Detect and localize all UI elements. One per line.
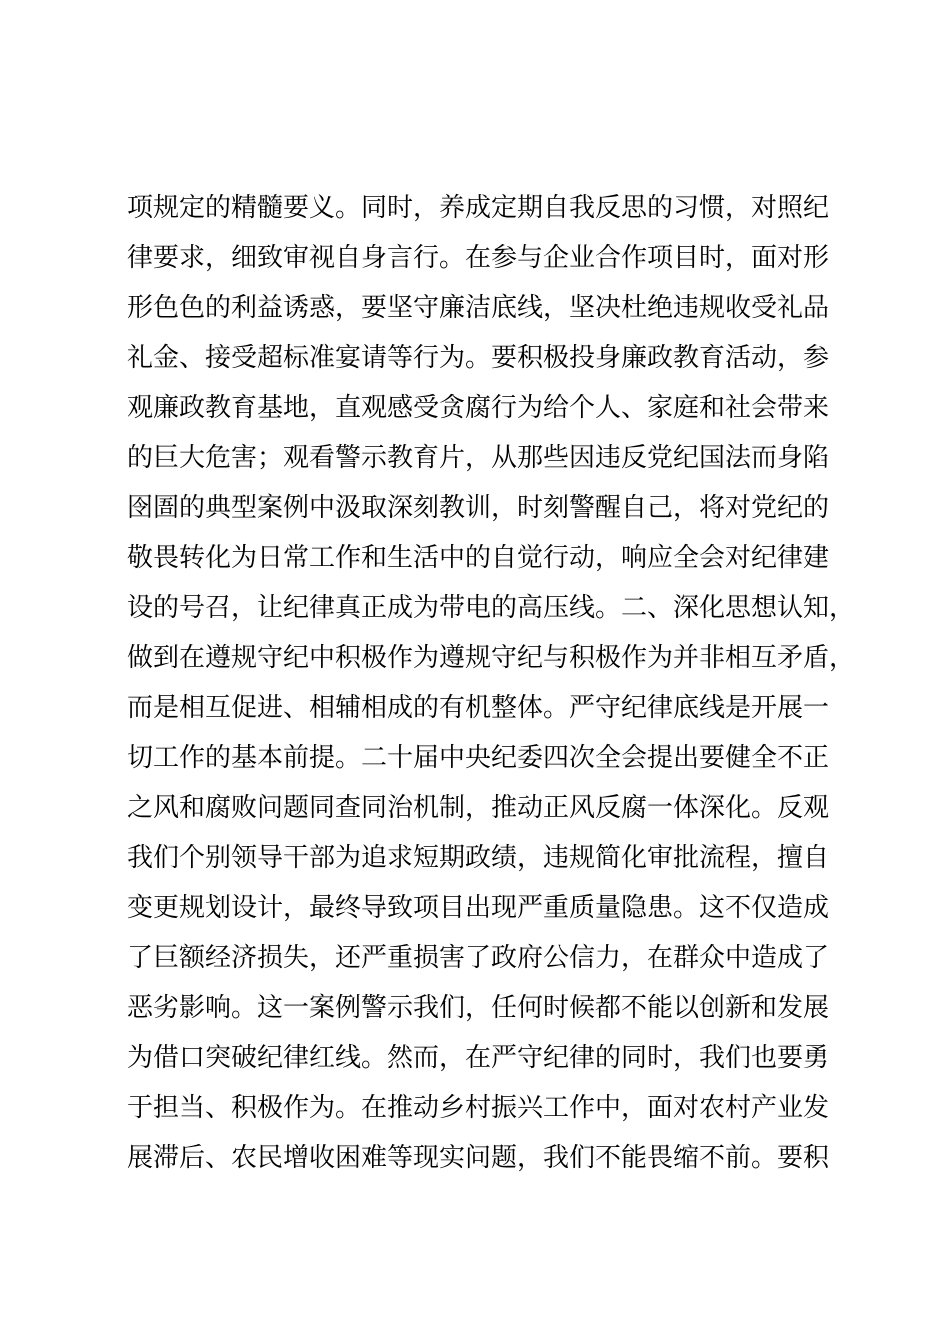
text-line: 而是相互促进、相辅相成的有机整体。严守纪律底线是开展一: [127, 693, 830, 723]
text-line: 之风和腐败问题同查同治机制，推动正风反腐一体深化。反观: [127, 793, 830, 823]
text-line: 形色色的利益诱惑，要坚守廉洁底线，坚决杜绝违规收受礼品: [127, 293, 830, 323]
text-line: 变更规划设计，最终导致项目出现严重质量隐患。这不仅造成: [127, 893, 830, 923]
text-line: 观廉政教育基地，直观感受贪腐行为给个人、家庭和社会带来: [127, 393, 830, 423]
text-line: 于担当、积极作为。在推动乡村振兴工作中，面对农村产业发: [127, 1093, 830, 1123]
text-line: 礼金、接受超标准宴请等行为。要积极投身廉政教育活动，参: [127, 343, 830, 373]
text-line: 展滞后、农民增收困难等现实问题，我们不能畏缩不前。要积: [127, 1143, 830, 1173]
text-line: 恶劣影响。这一案例警示我们，任何时候都不能以创新和发展: [127, 993, 830, 1023]
text-line: 敬畏转化为日常工作和生活中的自觉行动，响应全会对纪律建: [127, 543, 830, 573]
text-line: 律要求，细致审视自身言行。在参与企业合作项目时，面对形: [127, 243, 830, 273]
text-line: 了巨额经济损失，还严重损害了政府公信力，在群众中造成了: [127, 943, 830, 973]
text-line: 的巨大危害；观看警示教育片，从那些因违反党纪国法而身陷: [127, 443, 830, 473]
text-line: 囹圄的典型案例中汲取深刻教训，时刻警醒自己，将对党纪的: [127, 493, 830, 523]
text-line: 我们个别领导干部为追求短期政绩，违规简化审批流程，擅自: [127, 843, 830, 873]
text-line: 项规定的精髓要义。同时，养成定期自我反思的习惯，对照纪: [127, 193, 830, 223]
body-text: [127, 183, 867, 1183]
text-line: 设的号召，让纪律真正成为带电的高压线。二、深化思想认知，: [127, 593, 856, 623]
text-line: 切工作的基本前提。二十届中央纪委四次全会提出要健全不正: [127, 743, 830, 773]
text-line: 做到在遵规守纪中积极作为遵规守纪与积极作为并非相互矛盾，: [127, 643, 856, 673]
text-line: 为借口突破纪律红线。然而，在严守纪律的同时，我们也要勇: [127, 1043, 830, 1073]
